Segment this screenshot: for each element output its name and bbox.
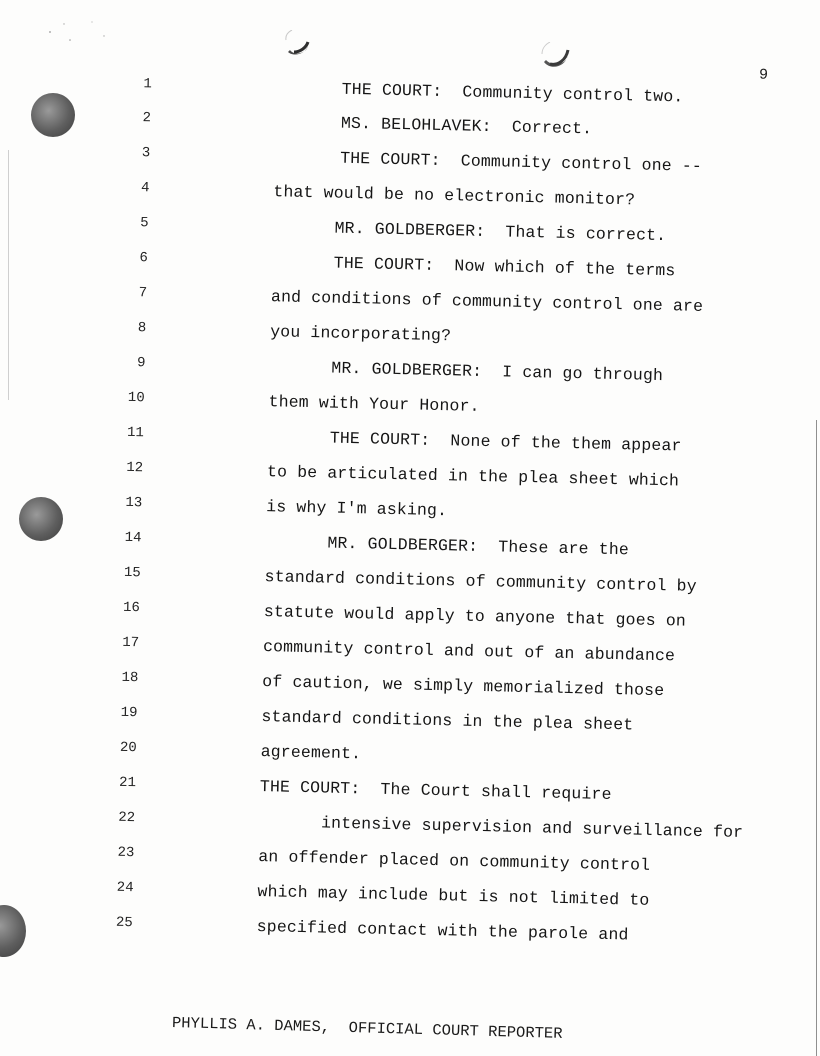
- reporter-footer: PHYLLIS A. DAMES, OFFICIAL COURT REPORTER: [171, 1014, 563, 1043]
- line-number: 17: [122, 634, 140, 652]
- line-number: 6: [139, 250, 149, 267]
- page-edge-line: [816, 420, 817, 1056]
- line-text: and conditions of community control one are: [270, 287, 704, 316]
- line-text: standard conditions of community control by: [264, 567, 697, 596]
- line-number: 22: [118, 809, 136, 827]
- line-text: to be articulated in the plea sheet which: [266, 462, 680, 491]
- line-text: MR. GOLDBERGER: That is correct.: [334, 218, 667, 246]
- line-text: standard conditions in the plea sheet: [261, 707, 634, 735]
- line-text: you incorporating?: [269, 322, 452, 346]
- line-number: 24: [116, 879, 134, 897]
- line-number: 1: [143, 76, 152, 93]
- line-text: agreement.: [260, 742, 362, 764]
- line-text: THE COURT: Community control two.: [341, 79, 684, 107]
- line-number: 14: [124, 529, 142, 547]
- line-text: MR. GOLDBERGER: I can go through: [331, 358, 664, 386]
- line-text: an offender placed on community control: [258, 847, 651, 875]
- line-text: MS. BELOHLAVEK: Correct.: [340, 113, 593, 139]
- line-number: 3: [141, 145, 151, 162]
- line-text: is why I'm asking.: [266, 497, 448, 521]
- line-number: 12: [126, 459, 144, 477]
- line-text: community control and out of an abundance: [262, 637, 676, 666]
- line-text: which may include but is not limited to: [257, 881, 650, 910]
- line-text: THE COURT: Now which of the terms: [333, 253, 676, 281]
- line-text: THE COURT: Community control one --: [339, 148, 703, 176]
- line-number: 15: [123, 564, 141, 582]
- line-text: MR. GOLDBERGER: These are the: [327, 533, 630, 560]
- line-number: 2: [142, 110, 152, 127]
- line-text: that would be no electronic monitor?: [273, 182, 636, 210]
- line-number: 20: [119, 739, 137, 757]
- line-number: 19: [120, 704, 138, 722]
- line-number: 8: [137, 320, 147, 337]
- line-text: statute would apply to anyone that goes on: [263, 602, 687, 631]
- line-number: 16: [122, 599, 141, 617]
- line-text: THE COURT: The Court shall require: [259, 777, 612, 804]
- line-text: THE COURT: None of the them appear: [329, 428, 682, 456]
- line-number: 10: [127, 389, 145, 407]
- line-number: 9: [136, 355, 146, 372]
- line-number: 25: [115, 914, 133, 932]
- line-number: 18: [121, 669, 139, 687]
- line-text: specified contact with the parole and: [256, 916, 629, 945]
- line-number: 5: [140, 215, 149, 232]
- line-number: 23: [117, 844, 135, 862]
- line-number: 21: [118, 774, 137, 792]
- line-text: intensive supervision and surveillance for: [320, 813, 744, 842]
- line-text: of caution, we simply memorialized those: [262, 672, 665, 701]
- line-number: 11: [126, 424, 145, 442]
- line-text: them with Your Honor.: [268, 392, 480, 416]
- line-number: 7: [138, 285, 148, 302]
- line-number: 13: [125, 494, 143, 512]
- page-number: 9: [758, 66, 769, 84]
- line-number: 4: [140, 180, 150, 197]
